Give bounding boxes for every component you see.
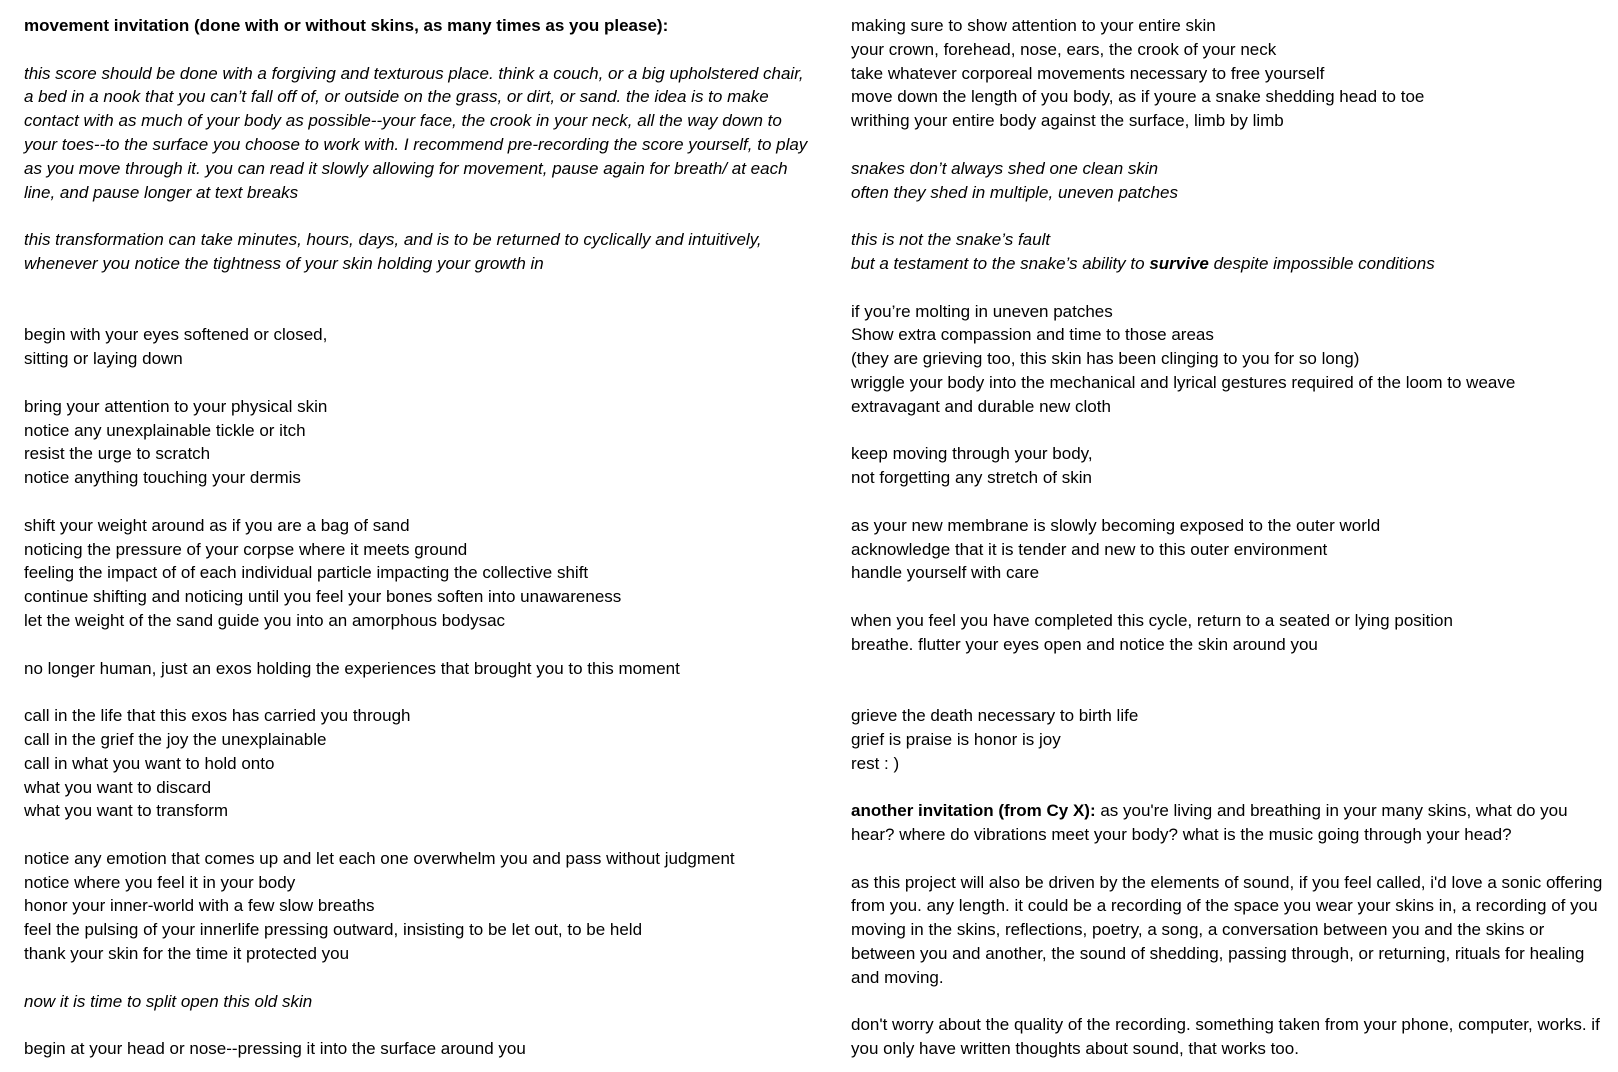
left-column bbox=[24, 14, 814, 1061]
line: shift your weight around as if you are a bag of sand bbox=[24, 515, 410, 535]
stanza-emotion bbox=[24, 847, 814, 966]
line: notice any emotion that comes up and let each one overwhelm you and pass without judgment bbox=[24, 848, 735, 868]
line: notice anything touching your dermis bbox=[24, 468, 301, 488]
line: continue shifting and noticing until you feel your bones soften into unawareness bbox=[24, 587, 622, 607]
line: feeling the impact of of each individual particle impacting the collective shift bbox=[24, 563, 589, 583]
line: what you want to discard bbox=[24, 777, 212, 797]
line: call in what you want to hold onto bbox=[24, 753, 275, 773]
heading: movement invitation (done with or without skins, as many times as you please): bbox=[24, 16, 669, 35]
line: rest : ) bbox=[851, 753, 900, 773]
sound-paragraph-1: as this project will also be driven by the elements of sound, if you feel called, i'd love a sonic offering from you. any length. it could be a recording of the space you wear your skins in, a recording of you moving in the skins, reflections, poetry, a song, a conversation between you and the skins or between you and another, the sound of shedding, passing through, or returning, rituals for healing and moving. bbox=[851, 872, 1603, 987]
line: keep moving through your body, bbox=[851, 444, 1093, 464]
line: acknowledge that it is tender and new to this outer environment bbox=[851, 539, 1328, 559]
line: no longer human, just an exos holding the experiences that brought you to this moment bbox=[24, 658, 680, 678]
line: sitting or laying down bbox=[24, 349, 183, 369]
right-column bbox=[851, 14, 1611, 1061]
stanza-exos bbox=[24, 657, 814, 681]
stanza-head bbox=[24, 1037, 814, 1061]
stanza-begin bbox=[24, 323, 814, 371]
stanza-completed bbox=[851, 609, 1611, 657]
line: notice where you feel it in your body bbox=[24, 872, 296, 892]
line: (they are grieving too, this skin has been clinging to you for so long) bbox=[851, 349, 1360, 369]
line: often they shed in multiple, uneven patches bbox=[851, 182, 1178, 202]
line: not forgetting any stretch of skin bbox=[851, 468, 1092, 488]
line: as your new membrane is slowly becoming exposed to the outer world bbox=[851, 515, 1381, 535]
line: breathe. flutter your eyes open and notice the skin around you bbox=[851, 634, 1318, 654]
survive-emphasis: survive bbox=[1149, 253, 1209, 273]
another-invitation bbox=[851, 799, 1611, 847]
sound-paragraph-2: don't worry about the quality of the recording. something taken from your phone, computer, works. if you only have written thoughts about sound, that works too. bbox=[851, 1015, 1600, 1059]
intro-paragraph-1: this score should be done with a forgiving and texturous place. think a couch, or a big upholstered chair, a bed in a nook that you can’t fall off of, or outside on the grass, or dirt, or sand. the idea is to make contact with as much of your body as possible--your face, the crook in your neck, all the way down to your toes--to the surface you choose to work with. I recommend pre-recording the score yourself, to play as you move through it. you can read it slowly allowing for movement, pause again for breath/ at each line, and pause longer at text breaks bbox=[24, 63, 808, 202]
stanza-snake-fault bbox=[851, 228, 1611, 276]
stanza-molting bbox=[851, 300, 1611, 419]
line: move down the length of you body, as if youre a snake shedding head to toe bbox=[851, 87, 1425, 107]
line: when you feel you have completed this cycle, return to a seated or lying position bbox=[851, 610, 1453, 630]
line: call in the life that this exos has carried you through bbox=[24, 706, 411, 726]
stanza-keep-moving bbox=[851, 442, 1611, 490]
line: feel the pulsing of your innerlife pressing outward, insisting to be let out, to be held bbox=[24, 920, 643, 940]
stanza-membrane bbox=[851, 514, 1611, 585]
line: bring your attention to your physical skin bbox=[24, 396, 328, 416]
stanza-shift bbox=[24, 514, 814, 633]
line: making sure to show attention to your entire skin bbox=[851, 16, 1216, 35]
line: snakes don’t always shed one clean skin bbox=[851, 158, 1159, 178]
line: grieve the death necessary to birth life bbox=[851, 706, 1139, 726]
line: extravagant and durable new cloth bbox=[851, 396, 1111, 416]
line: thank your skin for the time it protected you bbox=[24, 944, 350, 964]
line: Show extra compassion and time to those areas bbox=[851, 325, 1214, 345]
line: honor your inner-world with a few slow breaths bbox=[24, 896, 375, 916]
line: begin with your eyes softened or closed, bbox=[24, 325, 328, 345]
another-invitation-heading: another invitation (from Cy X): bbox=[851, 801, 1096, 821]
stanza-entire-skin bbox=[851, 14, 1611, 133]
stanza-attention bbox=[24, 395, 814, 490]
stanza-grieve bbox=[851, 704, 1611, 775]
stanza-call-in bbox=[24, 704, 814, 823]
line: notice any unexplainable tickle or itch bbox=[24, 420, 306, 440]
line: call in the grief the joy the unexplainable bbox=[24, 729, 327, 749]
intro-paragraph-2: this transformation can take minutes, hours, days, and is to be returned to cyclically and intuitively, whenever you notice the tightness of your skin holding your growth in bbox=[24, 230, 762, 273]
line: resist the urge to scratch bbox=[24, 444, 211, 464]
line: if you’re molting in uneven patches bbox=[851, 301, 1113, 321]
line: handle yourself with care bbox=[851, 563, 1040, 583]
line: this is not the snake’s fault bbox=[851, 230, 1051, 250]
line: wriggle your body into the mechanical and lyrical gestures required of the loom to weave bbox=[851, 372, 1516, 392]
line: noticing the pressure of your corpse where it meets ground bbox=[24, 539, 468, 559]
line: let the weight of the sand guide you into an amorphous bodysac bbox=[24, 610, 506, 630]
line: take whatever corporeal movements necessary to free yourself bbox=[851, 63, 1325, 83]
line: grief is praise is honor is joy bbox=[851, 729, 1061, 749]
line: begin at your head or nose--pressing it into the surface around you bbox=[24, 1039, 526, 1059]
stanza-split-open: now it is time to split open this old skin bbox=[24, 991, 313, 1011]
line-survive bbox=[851, 252, 1611, 276]
text-fragment: despite impossible conditions bbox=[1208, 253, 1435, 273]
line: your crown, forehead, nose, ears, the crook of your neck bbox=[851, 39, 1277, 59]
line: what you want to transform bbox=[24, 801, 229, 821]
stanza-snakes bbox=[851, 157, 1611, 205]
text-fragment: but a testament to the snake’s ability to bbox=[851, 253, 1150, 273]
another-invitation-text: as you're living and breathing in your many skins, what do you hear? where do vibrations meet your body? what is the music going through your head? bbox=[851, 801, 1568, 845]
line: writhing your entire body against the surface, limb by limb bbox=[851, 111, 1284, 131]
